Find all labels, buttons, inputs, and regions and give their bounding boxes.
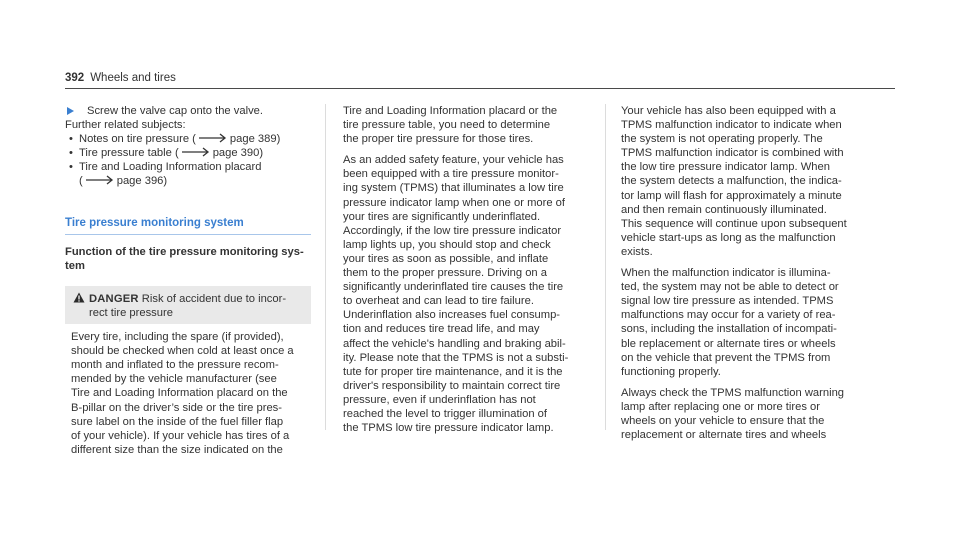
section-divider <box>65 234 311 235</box>
page-header <box>65 72 176 84</box>
page-ref: page 389) <box>229 133 281 146</box>
danger-label: DANGER <box>89 292 139 305</box>
page-reference-arrow-icon <box>199 133 227 143</box>
list-item[interactable] <box>65 132 311 146</box>
paragraph: When the malfunction indicator is illumina- ted, the system may not be able to detect or signal low tire pressure as intended. TPMS malfunctions may occur for a variety of rea- sons, including the installation of incompati- ble replacement or alternate tires or wheels on the vehicle that prevent the TPMS from functioning properly. <box>621 267 839 378</box>
warning-triangle-icon <box>73 292 85 303</box>
page-ref: page 396) <box>116 175 168 188</box>
column-divider <box>325 104 326 430</box>
danger-text: Risk of accident due to incor- rect tire pressure <box>89 292 287 319</box>
subsection-title: Function of the tire pressure monitoring sys- tem <box>65 245 304 272</box>
header-title: Wheels and tires <box>90 72 176 84</box>
further-subjects-label: Further related subjects: <box>65 119 186 132</box>
column-3 <box>621 104 869 442</box>
header-divider <box>65 88 895 89</box>
paragraph: Tire and Loading Information placard or the tire pressure table, you need to determine the proper tire pressure for those tires. <box>343 105 558 146</box>
step-text: Screw the valve cap onto the valve. <box>87 105 263 117</box>
link-text: ( <box>79 175 83 188</box>
paragraph: Your vehicle has also been equipped with a TPMS malfunction indicator to indicate when the system is not operating properly. The TPMS malfunction indicator is combined with the low tire pressure indicator lamp. When the system detects a malfunction, the indica- tor lamp will flash for approximately a minute and then remain continuously illuminated. This sequence will continue upon subsequent vehicle start-ups as long as the malfunction exists. <box>621 105 847 258</box>
paragraph: Always check the TPMS malfunction warning lamp after replacing one or more tires or wheels on your vehicle to ensure that the replacement or alternate tires and wheels <box>621 386 845 442</box>
page-reference-arrow-icon <box>86 175 114 185</box>
paragraph: As an added safety feature, your vehicle has been equipped with a tire pressure monitor- ing system (TPMS) that illuminates a low tire pressure indicator lamp when one or more of your tires are significantly underinflated. Accordingly, if the low tire pressure indicator lamp lights up, you should stop and check your tires as soon as possible, and inflate them to the proper pressure. Driving on a significantly underinflated tire causes the tire to overheat and can lead to tire failure. Underinflation also increases fuel consump- tion and reduces tire tread life, and may affect the vehicle's handling and braking abil- ity. Please note that the TPMS is not a substi- tute for proper tire maintenance, and it is the driver's responsibility to maintain correct tire pressure, even if underinflation has not reached the level to trigger illumination of the TPMS low tire pressure indicator lamp. <box>343 154 569 435</box>
list-item[interactable] <box>65 146 311 160</box>
page-number: 392 <box>65 72 85 84</box>
column-1 <box>65 104 311 457</box>
related-subjects-list <box>65 132 311 188</box>
danger-box-header <box>65 286 311 324</box>
link-text: Notes on tire pressure ( <box>79 133 196 146</box>
page-ref: page 390) <box>212 147 264 160</box>
instruction-step <box>65 104 311 118</box>
link-text: Tire and Loading Information placard <box>79 161 262 174</box>
column-divider <box>605 104 606 430</box>
column-2 <box>343 104 591 435</box>
section-title: Tire pressure monitoring system <box>65 216 244 229</box>
link-text: Tire pressure table ( <box>79 147 179 160</box>
step-arrow-icon <box>67 107 74 115</box>
list-item[interactable] <box>65 160 311 188</box>
danger-body: Every tire, including the spare (if provided), should be checked when cold at least once a month and inflated to the pressure recom- mended by the vehicle manufacturer (see Tire and Loading Information placard on the B-pillar on the driver’s side or the tire pres- sure label on the inside of the fuel filler flap of your vehicle). If your vehicle has tires of a different size than the size indicated on the <box>71 331 294 456</box>
page-reference-arrow-icon <box>182 147 210 157</box>
